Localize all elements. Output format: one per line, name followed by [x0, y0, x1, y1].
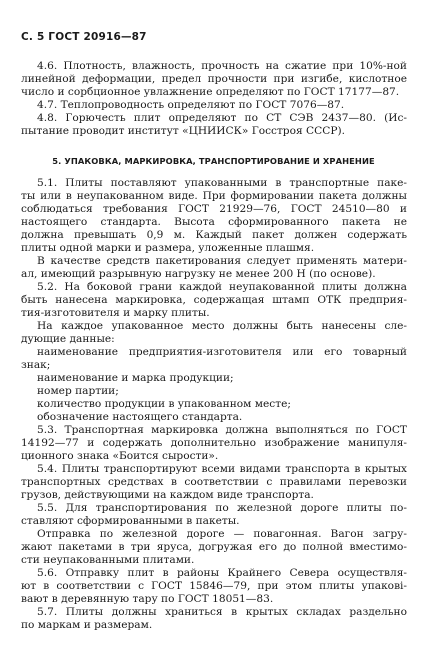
text-line: Отправка по железной дороге — повагонная. Вагон загру- [37, 528, 407, 540]
text-line: 5.1. Плиты поставляют упакованными в транспортные паке- [37, 177, 407, 189]
text-line: номер партии; [37, 385, 119, 397]
text-line: ал, имеющий разрывную нагрузку не менее 200 Н (по основе). [21, 268, 376, 280]
text-line: 5.5. Для транспортирования по железной дороге плиты по- [37, 502, 407, 514]
text-line: 5.4. Плиты транспортируют всеми видами транспорта в крытых [37, 463, 407, 475]
text-line: соблюдаться требования ГОСТ 21929—76, ГОСТ 24510—80 и [21, 203, 407, 215]
text-line: быть нанесена маркировка, содержащая штамп ОТК предприя- [21, 294, 407, 306]
text-line: ют в соответствии с ГОСТ 15846—79, при этом плиты упакові- [21, 580, 407, 592]
text-line: по маркам и размерам. [21, 619, 153, 631]
text-line: вают в деревянную тару по ГОСТ 18051—83. [21, 593, 274, 605]
text-line: количество продукции в упакованном месте; [37, 398, 291, 410]
text-line: плиты одной марки и размера, уложенные плашмя. [21, 242, 315, 254]
text-line: пытание проводит институт «ЦНИИСК» Госстроя СССР). [21, 125, 345, 137]
text-line: 5.7. Плиты должны храниться в крытых складах раздельно [37, 606, 407, 618]
text-line: 5.3. Транспортная маркировка должна выполняться по ГОСТ [37, 424, 407, 436]
text-line: линейной деформации, предел прочности при изгибе, кислотное [21, 73, 407, 85]
text-line: 5.6. Отправку плит в районы Крайнего Севера осуществля- [37, 567, 407, 579]
text-line: дующие данные: [21, 333, 115, 345]
text-line: ставляют сформированными в пакеты. [21, 515, 240, 527]
section-title: 5. УПАКОВКА, МАРКИРОВКА, ТРАНСПОРТИРОВАНИЕ И ХРАНЕНИЕ [52, 156, 375, 166]
text-line: 4.8. Горючесть плит определяют по СТ СЭВ 2437—80. (Ис- [37, 112, 407, 124]
text-line: 5.2. На боковой грани каждой неупакованной плиты должна [37, 281, 407, 293]
text-line: На каждое упакованное место должны быть нанесены сле- [37, 320, 407, 332]
text-line: В качестве средств пакетирования следует применять матери- [37, 255, 407, 267]
text-line: тия-изготовителя и марку плиты. [21, 307, 210, 319]
text-line: настоящего стандарта. Высота сформированного пакета не [21, 216, 407, 228]
text-line: должна превышать 0,9 м. Каждый пакет должен содержать [21, 229, 407, 241]
text-line: обозначение настоящего стандарта. [37, 411, 243, 423]
text-line: 4.7. Теплопроводность определяют по ГОСТ 7076—87. [37, 99, 345, 111]
text-line: 4.6. Плотность, влажность, прочность на сжатие при 10%-ной [37, 60, 407, 72]
text-line: 14192—77 и содержать дополнительно изображение манипуля- [21, 437, 407, 449]
text-line: наименование и марка продукции; [37, 372, 234, 384]
page-header: С. 5 ГОСТ 20916—87 [21, 31, 147, 43]
text-line: ционного знака «Боится сырости». [21, 450, 219, 462]
text-line: ты или в неупакованном виде. При формировании пакета должны [21, 190, 407, 202]
text-line: знак; [21, 359, 51, 371]
text-line: сти неупакованными плитами. [21, 554, 195, 566]
text-line: жают пакетами в три яруса, догружая его до полной вместимо- [21, 541, 407, 553]
text-line: наименование предприятия-изготовителя или его товарный [37, 346, 407, 358]
text-line: грузов, действующими на каждом виде транспорта. [21, 489, 314, 501]
text-line: транспортных средствах в соответствии с правилами перевозки [21, 476, 407, 488]
text-line: число и сорбционное увлажнение определяют по ГОСТ 17177—87. [21, 86, 400, 98]
